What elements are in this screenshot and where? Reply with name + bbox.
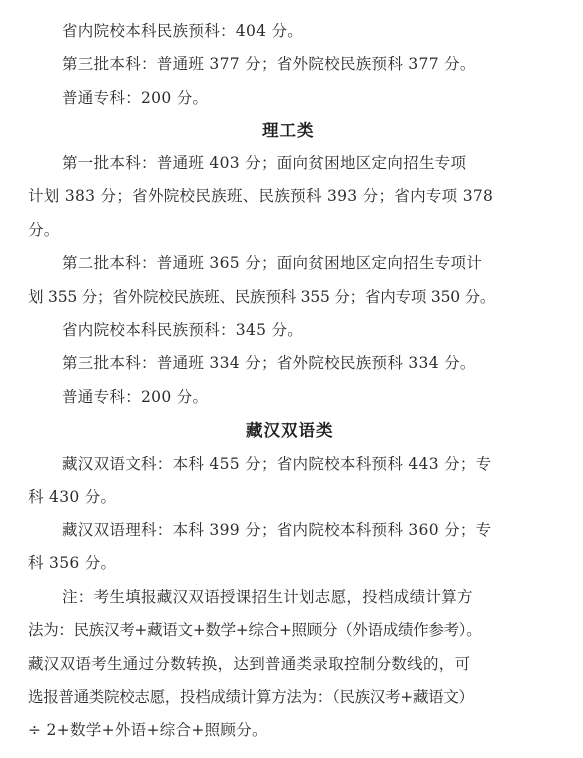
- tibetan-liberal-line-2: 科 430 分。: [28, 488, 117, 506]
- tibetan-science-line-2: 科 356 分。: [28, 554, 117, 572]
- liberal-third-batch-line: 第三批本科：普通班 377 分；省外院校民族预科 377 分。: [62, 55, 476, 73]
- note-line-2: 法为：民族汉考+藏语文+数学+综合+照顾分（外语成绩作参考）。: [28, 621, 482, 639]
- science-second-batch-line-2: 划 355 分；省外院校民族班、民族预科 355 分；省内专项 350 分。: [28, 288, 496, 306]
- note-line-3: 藏汉双语考生通过分数转换，达到普通类录取控制分数线的，可: [28, 655, 471, 673]
- note-line-1: 注：考生填报藏汉双语授课招生计划志愿，投档成绩计算方: [62, 588, 473, 606]
- liberal-vocational-line: 普通专科：200 分。: [62, 89, 209, 107]
- note-line-5: ÷ 2+数学+外语+综合+照顾分。: [28, 721, 268, 739]
- tibetan-liberal-line-1: 藏汉双语文科：本科 455 分；省内院校本科预科 443 分；专: [62, 455, 492, 473]
- science-third-batch-line: 第三批本科：普通班 334 分；省外院校民族预科 334 分。: [62, 354, 476, 372]
- science-first-batch-line-3: 分。: [28, 221, 60, 239]
- science-first-batch-line-2: 计划 383 分；省外院校民族班、民族预科 393 分；省内专项 378: [28, 187, 494, 205]
- science-second-batch-line-1: 第二批本科：普通班 365 分；面向贫困地区定向招生专项计: [62, 254, 483, 272]
- liberal-provincial-prep-line: 省内院校本科民族预科：404 分。: [62, 22, 304, 40]
- science-first-batch-line-1: 第一批本科：普通班 403 分；面向贫困地区定向招生专项: [62, 154, 467, 172]
- note-line-4: 选报普通类院校志愿，投档成绩计算方法为：（民族汉考+藏语文）: [28, 688, 474, 706]
- tibetan-chinese-section-heading: 藏汉双语类: [246, 421, 334, 440]
- science-vocational-line: 普通专科：200 分。: [62, 388, 209, 406]
- tibetan-science-line-1: 藏汉双语理科：本科 399 分；省内院校本科预科 360 分；专: [62, 521, 492, 539]
- science-section-heading: 理工类: [262, 121, 315, 140]
- science-provincial-prep-line: 省内院校本科民族预科：345 分。: [62, 321, 304, 339]
